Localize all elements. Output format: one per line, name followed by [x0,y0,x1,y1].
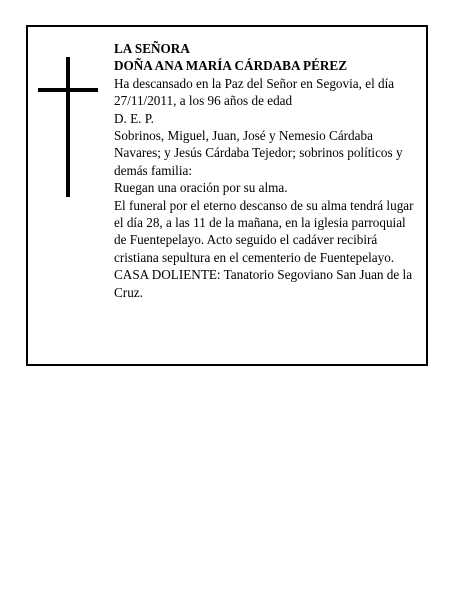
notice-text [114,40,419,301]
prayer-request: Ruegan una oración por su alma. [114,180,288,196]
funeral-info: El funeral por el eterno descanso de su alma tendrá lugar el día 28, a las 11 de la mañana, en la iglesia parroquial de Fuentepelayo. Acto seguido el cadáver recibirá cristiana sepultura en el cementerio de Fuentepelayo. [114,197,414,265]
heading-title: LA SEÑORA [114,41,190,56]
deceased-name: DOÑA ANA MARÍA CÁRDABA PÉREZ [114,58,347,74]
cross-horizontal-bar [38,88,98,92]
latin-cross-icon [38,57,98,197]
mourning-house: CASA DOLIENTE: Tanatorio Segoviano San Juan de la Cruz. [114,267,413,300]
obituary-notice [26,25,428,366]
death-statement: Ha descansado en la Paz del Señor en Segovia, el día 27/11/2011, a los 96 años de edad [114,75,395,109]
family-list: Sobrinos, Miguel, Juan, José y Nemesio Cárdaba Navares; y Jesús Cárdaba Tejedor; sobrinos políticos y demás familia: [114,128,403,178]
rip-text: D. E. P. [114,110,154,126]
cross-vertical-bar [66,57,70,197]
